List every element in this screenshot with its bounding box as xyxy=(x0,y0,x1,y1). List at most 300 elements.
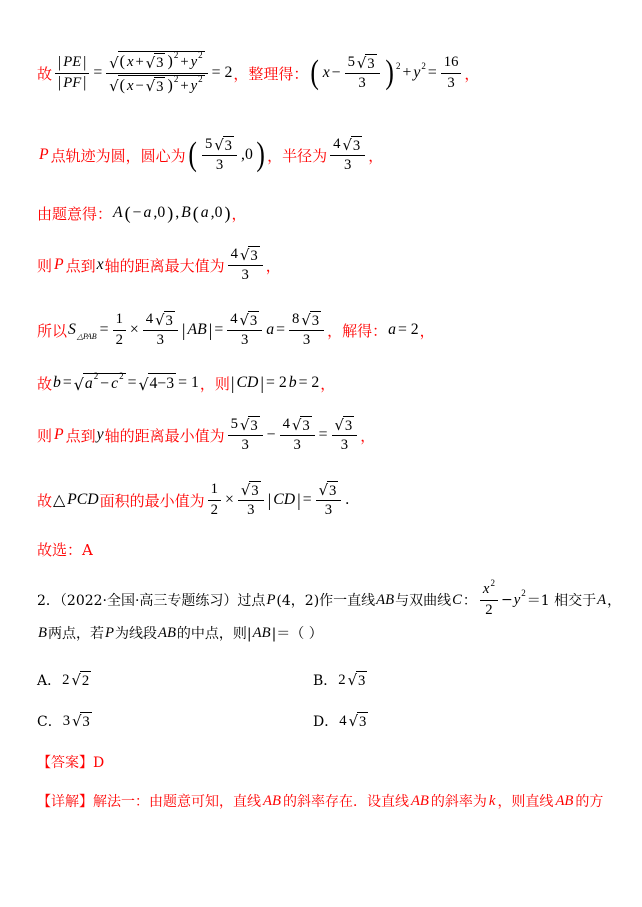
fraction xyxy=(228,416,263,455)
superscript: 2 xyxy=(119,371,124,382)
solution-text: ， xyxy=(368,146,384,165)
solution-line-distance-ratio xyxy=(37,43,479,103)
fraction-denominator xyxy=(290,436,303,455)
solution-line-points xyxy=(37,183,246,243)
math-variable: AB xyxy=(555,792,574,809)
math-symbol: 1 xyxy=(210,480,218,497)
math-symbol: 3 xyxy=(447,74,455,91)
fraction-numerator xyxy=(238,481,264,501)
delimiter: ) xyxy=(224,203,231,223)
delimiter: | xyxy=(181,320,186,340)
solution-text: 点轨迹为圆，圆心为 xyxy=(50,146,186,165)
superscript: 2 xyxy=(395,61,401,71)
solution-text: 的斜率为 xyxy=(430,794,487,810)
fraction xyxy=(316,481,342,520)
fraction xyxy=(106,51,207,94)
math-symbol: √ 3 xyxy=(358,713,367,730)
math-symbol: 3 xyxy=(358,74,366,91)
math-symbol: = 2 xyxy=(211,64,233,81)
math-symbol: 4 xyxy=(230,245,239,262)
math-symbol: √ 3 xyxy=(250,247,258,264)
fraction-numerator xyxy=(480,578,498,601)
solution-text: ，则 xyxy=(199,374,230,393)
math-symbol: 2 xyxy=(485,601,493,618)
math-variable: y xyxy=(96,426,104,443)
math-variable: b xyxy=(288,374,297,391)
math-variable: A xyxy=(113,204,123,221)
math-variable: P xyxy=(39,146,49,163)
math-variable: P xyxy=(104,624,114,641)
fraction-denominator xyxy=(154,331,167,350)
question-text: 2．（2022·全国·高三专题练习）过点 xyxy=(37,593,266,609)
fraction xyxy=(332,416,358,455)
math-symbol: ,0 xyxy=(210,204,223,221)
fraction-numerator xyxy=(113,311,126,331)
radicand xyxy=(357,712,368,730)
radical xyxy=(74,373,126,392)
delimiter: ) xyxy=(167,53,173,71)
math-symbol: 4 xyxy=(145,310,154,327)
math-symbol: = 2 xyxy=(266,374,287,391)
fraction xyxy=(143,311,178,350)
math-symbol: × xyxy=(225,491,234,508)
fraction-numerator xyxy=(316,481,342,501)
math-symbol: − xyxy=(331,64,341,81)
solution-line-max-distance xyxy=(37,235,281,295)
radical xyxy=(301,311,321,329)
fraction xyxy=(280,416,315,455)
radicand xyxy=(83,373,126,392)
fraction-denominator xyxy=(322,501,335,520)
fraction-numerator xyxy=(332,416,358,436)
delimiter: ( xyxy=(124,203,131,223)
math-variable: AB xyxy=(252,624,271,641)
delimiter: | xyxy=(267,490,272,510)
superscript: 2 xyxy=(421,61,426,71)
solution-text: 面积的最小值为 xyxy=(99,491,205,510)
math-symbol: 5 xyxy=(347,53,355,70)
delimiter: | xyxy=(297,490,301,510)
math-variable: a xyxy=(200,204,209,221)
math-symbol: = xyxy=(62,374,72,391)
fraction-numerator xyxy=(227,311,262,331)
math-variable: c xyxy=(111,375,119,393)
question-text: (4，2)作一直线 xyxy=(276,593,376,609)
math-symbol: 3 xyxy=(241,436,249,453)
delimiter: √ ( xyxy=(119,76,125,94)
question-text: ： xyxy=(462,593,477,609)
delimiter: | xyxy=(58,53,62,71)
math-symbol: = xyxy=(318,426,328,443)
question-text: 两点，若 xyxy=(47,626,104,642)
math-symbol: = xyxy=(127,374,137,391)
fraction-numerator xyxy=(330,136,365,156)
delimiter: ) xyxy=(167,203,174,223)
delimiter: ) xyxy=(256,136,265,173)
math-variable: √ a xyxy=(84,375,93,393)
math-symbol: × xyxy=(129,321,139,338)
math-symbol: 3 xyxy=(324,501,333,518)
math-symbol: 3 xyxy=(293,436,301,453)
solution-text: ， xyxy=(265,256,281,275)
solution-text: 轴的距离最小值为 xyxy=(104,426,225,445)
fraction-numerator xyxy=(228,416,263,436)
math-variable: a xyxy=(388,321,396,338)
math-variable: PF xyxy=(63,74,82,91)
solution-text: 点到 xyxy=(65,256,96,275)
radicand xyxy=(300,416,311,434)
math-symbol: √ 3 xyxy=(352,137,361,154)
math-variable: y xyxy=(190,77,198,94)
math-symbol: 3 xyxy=(156,331,164,348)
math-variable: AB xyxy=(263,792,281,809)
solution-text: 故 xyxy=(37,374,53,393)
radicand xyxy=(118,51,205,71)
math-symbol: + xyxy=(135,54,144,71)
math-symbol: = xyxy=(302,491,312,508)
superscript: 2 xyxy=(93,371,99,382)
fraction xyxy=(228,246,263,285)
math-variable: P xyxy=(54,256,64,273)
fraction-numerator xyxy=(441,54,462,74)
fraction-denominator xyxy=(239,266,252,285)
fraction-denominator xyxy=(300,331,313,350)
delimiter: ) xyxy=(385,54,394,91)
radical xyxy=(240,311,260,329)
fraction-denominator xyxy=(113,331,126,350)
math-variable: b xyxy=(53,374,61,391)
fraction xyxy=(208,481,221,519)
math-symbol: . xyxy=(345,491,350,508)
superscript: 2 xyxy=(198,73,203,84)
fraction-denominator xyxy=(55,74,89,93)
solution-text: ， xyxy=(320,374,336,393)
math-symbol: + xyxy=(180,77,189,94)
math-variable: a xyxy=(266,321,275,338)
math-variable: B xyxy=(38,624,47,641)
solution-text: 的斜率存在．设直线 xyxy=(282,794,409,810)
fraction-numerator xyxy=(289,311,324,331)
option-d xyxy=(313,691,369,751)
math-symbol: 2 xyxy=(210,501,218,518)
solution-text: 故 xyxy=(37,491,53,510)
solution-line-min-distance xyxy=(37,405,375,465)
fraction-numerator xyxy=(143,311,178,331)
fraction-denominator xyxy=(338,436,351,455)
radicand xyxy=(248,416,259,434)
radicand xyxy=(356,671,367,689)
delimiter: ( xyxy=(192,203,199,223)
solution-text: ， xyxy=(419,321,435,340)
math-symbol: = xyxy=(214,321,224,338)
radicand xyxy=(154,53,165,71)
radical xyxy=(292,416,312,434)
math-symbol: = xyxy=(93,64,103,81)
fraction-denominator xyxy=(444,74,457,93)
fraction-denominator xyxy=(244,501,257,520)
math-symbol: − xyxy=(132,204,142,221)
fraction xyxy=(227,311,262,350)
solution-text: 点到 xyxy=(65,426,96,445)
math-variable: k xyxy=(488,792,496,809)
math-symbol: √ 3 xyxy=(344,417,353,434)
fraction-denominator xyxy=(482,601,495,620)
math-symbol: 3 xyxy=(241,331,249,348)
fraction xyxy=(55,54,89,92)
fraction xyxy=(441,54,462,92)
delimiter: ( xyxy=(310,54,320,91)
math-variable: P xyxy=(54,426,64,443)
radical xyxy=(241,481,261,499)
solution-text: 由题意得： xyxy=(37,204,113,223)
solution-text: ， xyxy=(464,64,480,83)
math-variable: CD xyxy=(273,491,296,508)
fraction-numerator xyxy=(345,54,380,74)
math-symbol: 3 xyxy=(247,501,255,518)
superscript: 2 xyxy=(173,50,179,61)
math-variable: x xyxy=(126,77,134,94)
fraction-numerator xyxy=(208,481,221,501)
math-variable: B xyxy=(181,204,191,221)
radicand xyxy=(80,712,91,730)
radicand xyxy=(248,246,259,264)
math-symbol: − xyxy=(135,77,144,94)
radicand xyxy=(351,136,362,154)
solution-text: ，解得： xyxy=(327,321,388,340)
fraction-numerator xyxy=(280,416,315,436)
solution-text: ，半径为 xyxy=(267,146,328,165)
math-symbol: 2 xyxy=(115,331,123,348)
solution-text: 【答案】D xyxy=(37,755,105,771)
math-symbol: △ xyxy=(53,492,66,509)
radical xyxy=(240,246,260,264)
radical xyxy=(335,416,355,434)
solution-text: ， xyxy=(360,426,376,445)
math-symbol: √ 3 xyxy=(367,55,375,72)
math-variable: A xyxy=(597,591,607,608)
math-variable: y xyxy=(190,54,198,71)
question-text: A． xyxy=(37,673,62,689)
radicand xyxy=(223,136,234,154)
fraction xyxy=(289,311,324,350)
solution-line-b-value xyxy=(37,353,335,413)
radicand xyxy=(248,311,259,329)
radical xyxy=(109,75,204,95)
solution-text: ， xyxy=(231,204,247,223)
math-symbol: 1 xyxy=(115,310,123,327)
radical xyxy=(155,311,175,329)
question-text: |＝（ ） xyxy=(271,626,323,642)
fraction-numerator xyxy=(55,54,89,74)
math-symbol: √ 3 xyxy=(358,672,366,689)
question-text: ， xyxy=(607,593,622,609)
math-symbol: 4 xyxy=(339,712,347,729)
math-variable: y xyxy=(413,64,421,81)
math-symbol: 4 xyxy=(333,135,341,152)
delimiter: | xyxy=(58,74,62,92)
math-variable: S xyxy=(68,321,76,338)
fraction-denominator xyxy=(341,156,354,175)
radicand xyxy=(154,77,165,95)
delimiter: ( xyxy=(188,136,197,173)
math-symbol: √ 2 xyxy=(81,672,90,689)
radicand xyxy=(249,481,260,499)
subscript: △PAB xyxy=(76,331,97,341)
superscript: 2 xyxy=(521,588,526,598)
solution-text: 则 xyxy=(37,426,53,445)
math-variable: a xyxy=(143,204,152,221)
math-symbol: √ 3 xyxy=(302,417,310,434)
fraction xyxy=(330,136,365,175)
delimiter: | xyxy=(260,373,264,393)
fraction-denominator xyxy=(355,74,368,93)
math-symbol: √ 3 xyxy=(251,482,259,499)
solution-text: 的方 xyxy=(575,794,604,810)
math-symbol: = 2 xyxy=(397,321,419,338)
solution-text: 轴的距离最大值为 xyxy=(104,256,225,275)
math-variable: x xyxy=(322,64,330,81)
question-text: − xyxy=(500,592,513,608)
math-symbol: + xyxy=(180,54,189,71)
radical xyxy=(138,373,176,392)
question-text: D． xyxy=(313,714,339,730)
math-symbol: 8 xyxy=(292,310,300,327)
radical xyxy=(146,53,166,71)
fraction-numerator xyxy=(106,51,207,73)
math-variable: x xyxy=(482,580,490,597)
math-variable: AB xyxy=(410,792,429,809)
math-symbol: 3 xyxy=(340,436,349,453)
solution-line-circle xyxy=(37,125,383,185)
math-symbol: 2 xyxy=(338,671,346,688)
math-symbol: √ 4−3 xyxy=(149,375,175,393)
question-text: B． xyxy=(313,673,338,689)
math-variable: x xyxy=(126,54,134,71)
math-symbol: = 1 xyxy=(178,374,199,391)
math-symbol: 3 xyxy=(215,156,224,173)
math-symbol: = xyxy=(99,321,109,338)
radicand xyxy=(327,481,338,499)
superscript: 2 xyxy=(173,73,179,84)
math-symbol: , xyxy=(175,204,180,221)
fraction-denominator xyxy=(208,501,221,520)
radicand xyxy=(118,75,205,95)
delimiter: √ ( xyxy=(119,53,125,71)
delimiter: | xyxy=(83,74,87,92)
math-symbol: + xyxy=(402,64,412,81)
solution-text: 故选：A xyxy=(37,540,93,559)
math-variable: CD xyxy=(236,374,259,391)
math-symbol: √ 3 xyxy=(249,312,258,329)
superscript: 2 xyxy=(490,578,495,589)
math-variable: PCD xyxy=(67,491,99,508)
math-variable: AB xyxy=(157,624,176,641)
math-symbol: = xyxy=(427,64,437,81)
math-symbol: √ 3 xyxy=(328,482,337,499)
math-symbol: 5 xyxy=(230,415,239,432)
delimiter: | xyxy=(208,320,213,340)
radicand xyxy=(310,311,321,329)
math-symbol: = xyxy=(276,321,286,338)
radical xyxy=(348,671,368,689)
math-variable: PE xyxy=(63,53,82,70)
radical xyxy=(357,54,377,72)
radical xyxy=(343,136,363,154)
math-symbol: √ 3 xyxy=(311,312,320,329)
math-symbol: √ 3 xyxy=(224,137,233,154)
radical xyxy=(240,416,260,434)
radicand xyxy=(164,311,175,329)
math-symbol: − xyxy=(266,426,276,443)
fraction-denominator xyxy=(238,331,251,350)
math-symbol: √ 3 xyxy=(156,55,164,72)
fraction-numerator xyxy=(228,246,263,266)
question-text: ＝1 相交于 xyxy=(526,593,597,609)
detail-line xyxy=(37,771,603,831)
math-symbol: √ 3 xyxy=(82,713,90,730)
radicand xyxy=(80,671,91,689)
radical xyxy=(71,671,91,689)
radical xyxy=(319,481,339,499)
radical xyxy=(109,51,204,71)
radical xyxy=(349,712,369,730)
math-symbol: 5 xyxy=(204,135,213,152)
question-text: 为线段 xyxy=(114,626,157,642)
fraction-denominator xyxy=(239,436,252,455)
math-symbol: ,0 xyxy=(241,146,253,163)
superscript: 2 xyxy=(198,50,203,61)
delimiter: | xyxy=(230,373,235,393)
fraction xyxy=(202,136,237,175)
fraction xyxy=(113,311,126,349)
radical xyxy=(214,136,234,154)
solution-line-area xyxy=(37,300,435,360)
math-symbol: 3 xyxy=(62,712,71,729)
math-variable: P xyxy=(266,591,276,608)
math-symbol: √ 3 xyxy=(156,78,164,95)
fraction xyxy=(345,54,380,93)
math-symbol: = 2 xyxy=(298,374,320,391)
solution-text: 则 xyxy=(37,256,53,275)
solution-text: ，则直线 xyxy=(497,794,554,810)
math-symbol: √ 3 xyxy=(165,312,173,329)
math-symbol: 4 xyxy=(230,310,238,327)
fraction-denominator xyxy=(213,156,226,175)
math-symbol: 3 xyxy=(344,156,352,173)
fraction xyxy=(480,578,498,619)
radical xyxy=(72,712,92,730)
delimiter: | xyxy=(83,53,87,71)
math-symbol: − xyxy=(100,375,110,393)
radicand xyxy=(343,416,354,434)
math-symbol: 4 xyxy=(282,415,290,432)
question-text: 的中点，则| xyxy=(176,626,252,642)
solution-text: ，整理得： xyxy=(233,64,309,83)
radicand xyxy=(148,373,177,392)
question-text: C． xyxy=(37,714,62,730)
math-variable: AB xyxy=(187,321,207,338)
math-symbol: 2 xyxy=(62,671,70,688)
math-symbol: √ 3 xyxy=(250,417,258,434)
fraction-denominator xyxy=(106,74,207,95)
math-variable: y xyxy=(513,591,521,608)
solution-text: 所以 xyxy=(37,321,68,340)
solution-text: 【详解】解法一：由题意可知，直线 xyxy=(37,794,261,810)
question-text: 与双曲线 xyxy=(395,593,452,609)
math-variable: C xyxy=(452,591,462,608)
radicand xyxy=(365,54,376,72)
math-symbol: 16 xyxy=(443,53,459,70)
